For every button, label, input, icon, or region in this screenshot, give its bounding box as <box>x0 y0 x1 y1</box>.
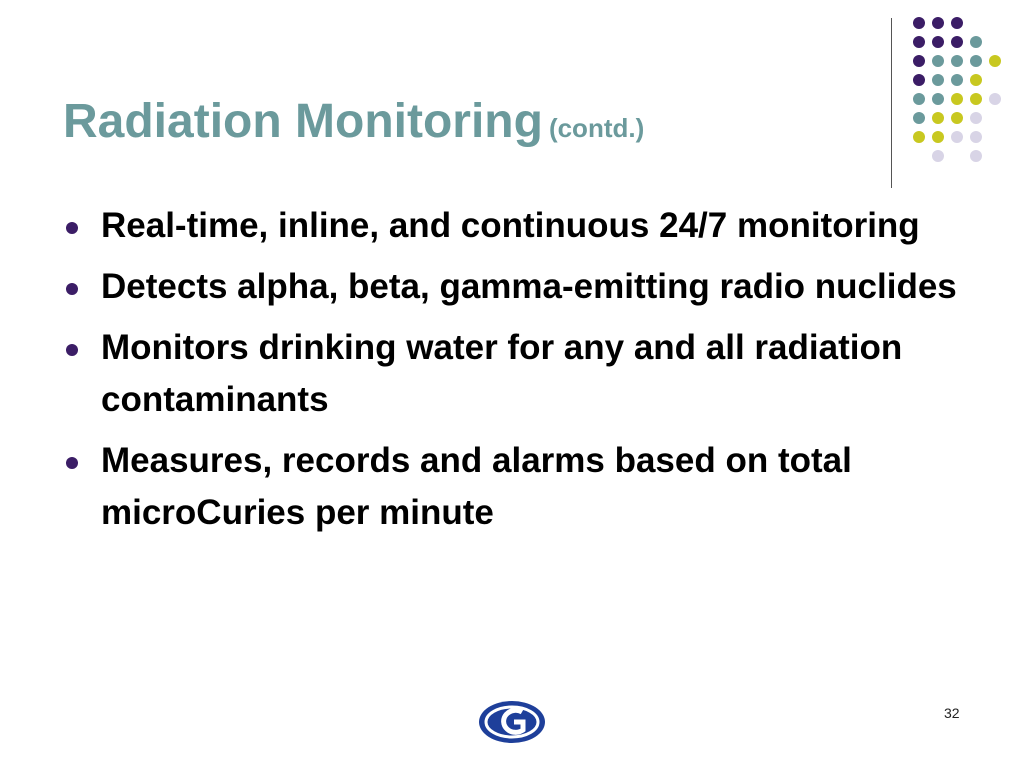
vertical-divider <box>891 18 892 188</box>
dot-grid-decoration-icon <box>900 10 1010 170</box>
bullet-dot-icon <box>66 344 78 356</box>
company-logo-icon <box>478 700 546 744</box>
bullet-item <box>62 322 982 426</box>
title-suffix: (contd.) <box>548 113 645 143</box>
bullet-dot-icon <box>66 283 78 295</box>
bullet-item <box>62 435 982 539</box>
slide-title <box>63 90 644 160</box>
bullet-dot-icon <box>66 457 78 469</box>
title-main: Radiation Monitoring <box>63 95 543 148</box>
bullet-dot-icon <box>66 222 78 234</box>
bullet-list <box>62 200 982 548</box>
bullet-text: Measures, records and alarms based on total microCuries per minute <box>101 441 852 532</box>
bullet-text: Detects alpha, beta, gamma-emitting radio nuclides <box>101 267 957 306</box>
bullet-text: Monitors drinking water for any and all radiation contaminants <box>101 328 903 419</box>
page-number: 32 <box>944 705 960 721</box>
bullet-item <box>62 200 982 252</box>
bullet-item <box>62 261 982 313</box>
bullet-text: Real-time, inline, and continuous 24/7 monitoring <box>101 206 920 245</box>
